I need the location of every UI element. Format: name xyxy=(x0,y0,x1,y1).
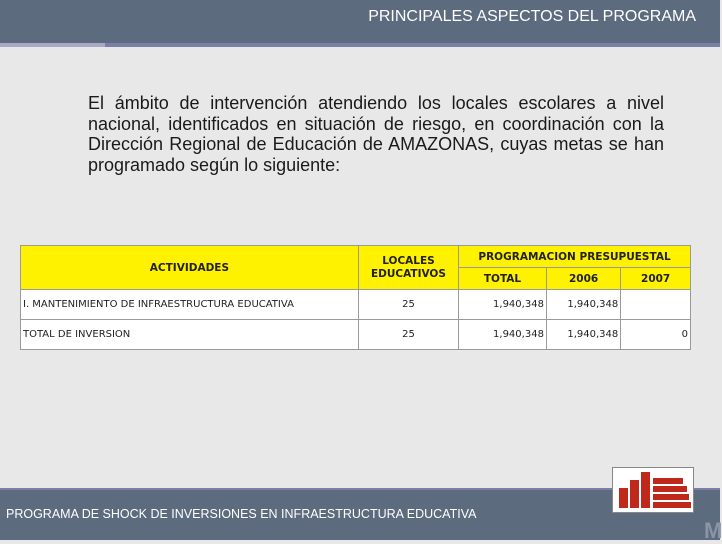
cell-locales: 25 xyxy=(358,320,458,350)
cell-total: 1,940,348 xyxy=(459,320,547,350)
bar-logo-graphic xyxy=(613,468,693,512)
m-watermark: M xyxy=(704,518,722,543)
col-header-2007: 2007 xyxy=(621,268,691,290)
col-header-programacion: PROGRAMACION PRESUPUESTAL xyxy=(459,246,691,268)
table-row xyxy=(21,290,691,320)
cell-actividad: TOTAL DE INVERSION xyxy=(21,320,359,350)
page-title: PRINCIPALES ASPECTOS DEL PROGRAMA xyxy=(368,8,696,25)
footer-text: PROGRAMA DE SHOCK DE INVERSIONES EN INFRAESTRUCTURA EDUCATIVA xyxy=(6,507,477,521)
cell-total: 1,940,348 xyxy=(459,290,547,320)
table-row xyxy=(21,320,691,350)
cell-2007 xyxy=(621,290,691,320)
intro-paragraph: El ámbito de intervención atendiendo los locales escolares a nivel nacional, identificados en situación de riesgo, en coordinación con la Dirección Regional de Educación de AMAZONAS, cuyas metas se han programado según lo siguiente: xyxy=(88,93,664,175)
bar-logo-icon xyxy=(612,467,694,513)
cell-actividad: I. MANTENIMIENTO DE INFRAESTRUCTURA EDUCATIVA xyxy=(21,290,359,320)
col-header-2006: 2006 xyxy=(546,268,620,290)
col-header-total: TOTAL xyxy=(459,268,547,290)
cell-locales: 25 xyxy=(358,290,458,320)
header-bar xyxy=(0,0,720,43)
budget-table xyxy=(20,245,691,350)
cell-2006: 1,940,348 xyxy=(546,320,620,350)
cell-2006: 1,940,348 xyxy=(546,290,620,320)
col-header-locales: LOCALES EDUCATIVOS xyxy=(358,246,458,290)
col-header-actividades: ACTIVIDADES xyxy=(21,246,359,290)
cell-2007: 0 xyxy=(621,320,691,350)
